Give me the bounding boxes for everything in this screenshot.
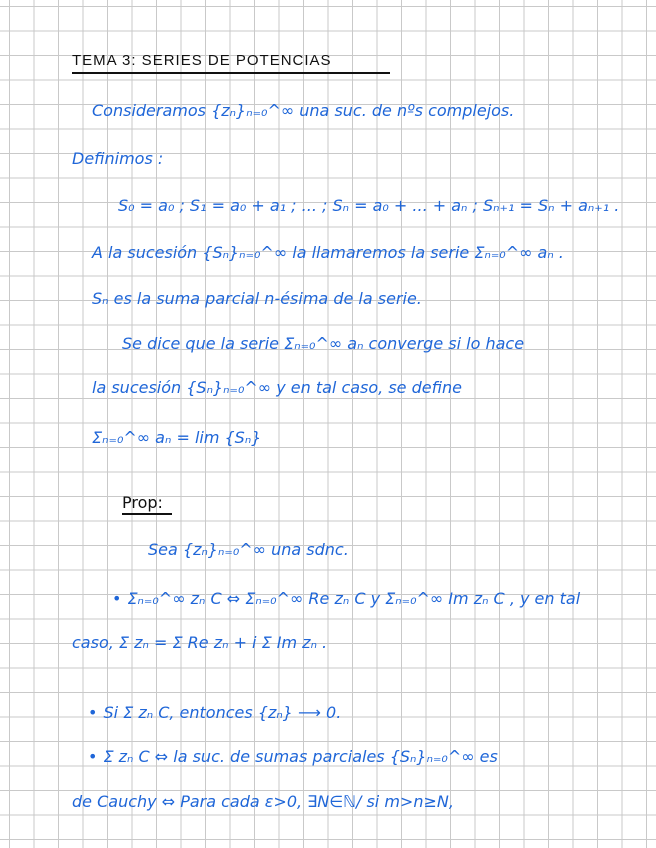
definition-line-3: S₀ = a₀ ; S₁ = a₀ + a₁ ; ... ; Sₙ = a₀ + ... + aₙ ; Sₙ₊₁ = Sₙ + aₙ₊₁ . bbox=[118, 196, 620, 215]
prop-bullet-1 bbox=[112, 589, 580, 609]
prop-line-5: Σ zₙ C ⇔ la suc. de sumas parciales {Sₙ}ₙ₌₀^∞ es bbox=[103, 747, 498, 766]
prop-line-1: Sea {zₙ}ₙ₌₀^∞ una sdnc. bbox=[148, 540, 349, 559]
bullet-icon: • bbox=[88, 747, 98, 766]
bullet-icon: • bbox=[112, 589, 122, 608]
title-underline bbox=[72, 72, 390, 74]
prop-line-4: Si Σ zₙ C, entonces {zₙ} ⟶ 0. bbox=[103, 703, 342, 722]
prop-line-3: caso, Σ zₙ = Σ Re zₙ + i Σ Im zₙ . bbox=[72, 633, 328, 652]
prop-line-2: Σₙ₌₀^∞ zₙ C ⇔ Σₙ₌₀^∞ Re zₙ C y Σₙ₌₀^∞ Im zₙ C , y en tal bbox=[127, 589, 581, 608]
bullet-icon: • bbox=[88, 703, 98, 722]
prop-bullet-2 bbox=[88, 703, 341, 723]
page-title: TEMA 3: SERIES DE POTENCIAS bbox=[72, 52, 332, 69]
prop-line-6: de Cauchy ⇔ Para cada ε>0, ∃N∈ℕ/ si m>n≥N, bbox=[72, 792, 454, 811]
definition-line-6: Se dice que la serie Σₙ₌₀^∞ aₙ converge si lo hace bbox=[122, 334, 525, 353]
prop-underline bbox=[122, 513, 172, 515]
definition-line-7: la sucesión {Sₙ}ₙ₌₀^∞ y en tal caso, se define bbox=[92, 378, 462, 397]
prop-bullet-3 bbox=[88, 747, 498, 767]
prop-heading: Prop: bbox=[122, 493, 163, 512]
definition-line-5: Sₙ es la suma parcial n-ésima de la serie. bbox=[92, 289, 422, 308]
definition-line-1: Consideramos {zₙ}ₙ₌₀^∞ una suc. de nºs complejos. bbox=[92, 101, 515, 120]
definition-line-2: Definimos : bbox=[72, 149, 164, 168]
definition-line-8: Σₙ₌₀^∞ aₙ = lim {Sₙ} bbox=[92, 428, 262, 447]
definition-line-4: A la sucesión {Sₙ}ₙ₌₀^∞ la llamaremos la serie Σₙ₌₀^∞ aₙ . bbox=[92, 243, 564, 262]
